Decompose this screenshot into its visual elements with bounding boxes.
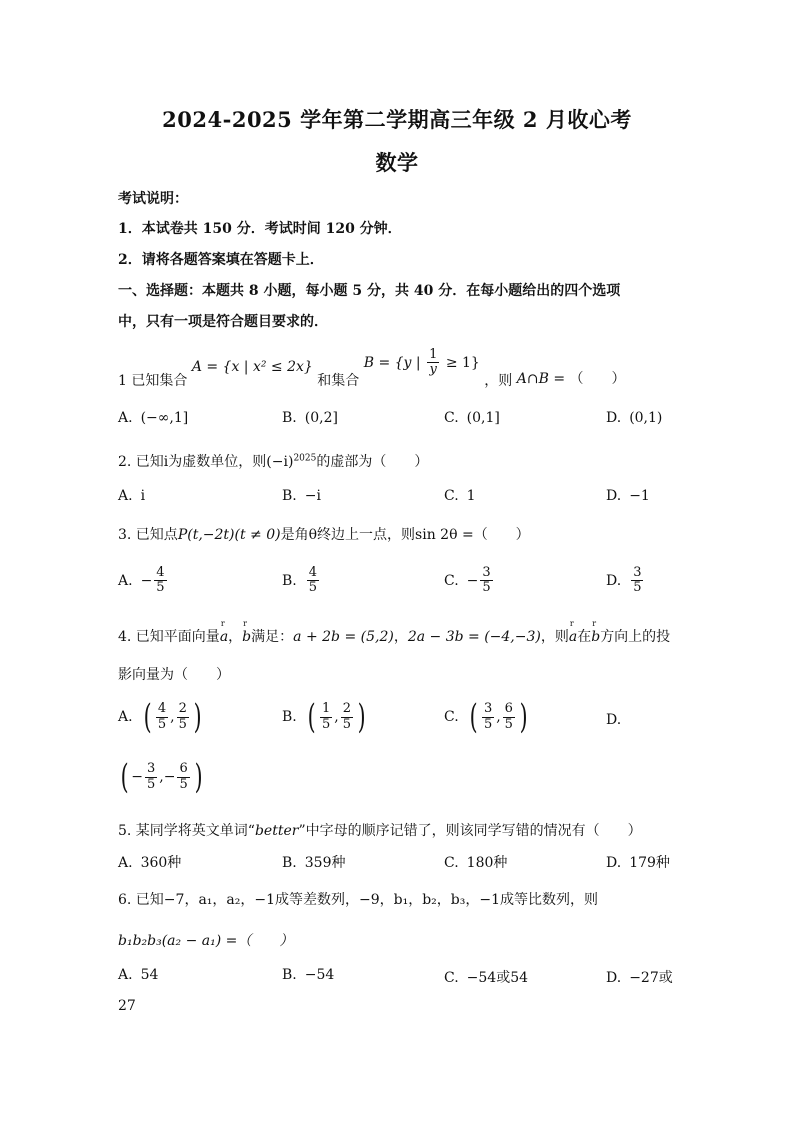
fraction-numerator: 3 [147,761,156,777]
q6-option-d [606,967,673,987]
fraction-numerator: 4 [157,701,167,717]
fraction-sign: − [163,769,176,785]
q1-set-b-fraction [427,348,439,378]
fraction-numerator: 6 [504,701,513,717]
option-text: (0,2] [304,410,338,426]
option-label: A. [118,709,133,725]
option-label: A. [118,410,133,426]
option-label: C. [444,488,459,504]
q1-set-b-right: ≥ 1} [445,354,480,371]
left-paren: ( [307,697,316,737]
fraction-numerator: 1 [322,701,331,717]
fraction-numerator: 4 [308,565,318,580]
q2-prefix: 2. 已知i为虚数单位，则 [118,454,267,470]
option-text: −1 [629,488,650,504]
left-paren: ( [120,757,129,797]
option-label: C. [444,970,459,986]
q1-option-b [282,410,338,426]
option-label: A. [118,488,133,504]
q3-option-d [606,566,645,596]
fraction-sign: − [131,769,143,785]
fraction-denominator: 5 [157,716,167,732]
q4-equation-2: 2a − 3b = (−4,−3) [407,629,541,645]
q6-option-b [282,967,334,983]
option-sign: − [140,572,153,589]
q1-option-a [118,410,188,426]
q1-set-a: A = {x | x² ≤ 2x} [191,358,313,375]
q4-vector-a-2: r a [569,629,577,645]
question-6-line2: b₁b₂b₃(a₂ − a₁) =（ ） [118,933,294,949]
q4-option-a: A. ( $\frac{4}{5}$ , $\frac{2}{5}$ ) [118,697,202,737]
fraction-numerator: 3 [633,565,642,580]
q1-frac-den: y [429,362,437,378]
q1-set-b [363,347,485,378]
fraction-denominator: 5 [322,716,331,732]
q4-then: ，则 [540,629,569,645]
option-text: (0,1] [466,410,500,426]
q2-option-b [282,488,321,504]
option-label: C. [444,572,459,589]
fraction-denominator: 5 [178,716,187,732]
fraction-denominator: 5 [482,580,491,596]
option-fraction [631,566,643,596]
q3-point: P(t,−2t)(t ≠ 0) [177,527,281,543]
fraction-denominator: 5 [179,776,188,792]
option-fraction [154,566,166,596]
instruction-item-2: 2．请将各题答案填在答题卡上． [118,252,324,268]
fraction-numerator: 2 [178,701,187,717]
option-fraction [177,702,189,732]
q3-mid: 是角θ终边上一点，则 [280,527,416,543]
q4-tail-2: 方向上的投 [600,629,671,645]
q4-comma-2: ， [393,629,408,645]
option-sign: − [466,572,479,589]
question-4-line2: 影向量为（ ） [118,667,230,683]
q4-equation-1: a + 2b = (5,2) [293,629,394,645]
q1-mid: 和集合 [317,372,360,389]
fraction-denominator: 5 [342,716,352,732]
q3-option-a [118,566,169,596]
option-label: D. [606,855,622,871]
option-text: (0,1) [629,410,663,426]
fraction-denominator: 5 [156,580,165,596]
question-6-line1: 6. 已知−7，a₁，a₂，−1成等差数列，−9，b₁，b₂，b₃，−1成等比数列，则 [118,892,598,908]
option-label: D. [606,488,622,504]
option-text: (−∞,1] [140,410,189,426]
q3-option-c [444,566,495,596]
fraction-denominator: 5 [483,716,493,732]
option-fraction [480,566,492,596]
option-label: C. [444,855,459,871]
right-paren: ) [357,697,366,737]
q5-option-b [282,852,345,872]
q2-suffix: 的虚部为（ ） [316,454,429,470]
option-text: 180种 [466,855,508,871]
q5-suffix: ”中字母的顺序记错了，则该同学写错的情况有（ ） [298,823,642,839]
q5-word: better [254,823,299,839]
q1-frac-num: 1 [429,347,438,362]
option-fraction [503,702,515,732]
question-4-line1 [118,626,670,646]
q4-option-d-label [606,712,629,728]
q3-blank: （ ） [473,527,530,543]
fraction-numerator: 2 [342,701,352,717]
option-label: C. [444,410,459,426]
option-label: A. [118,572,133,589]
option-fraction [307,566,319,596]
question-2 [118,451,428,471]
option-label: C. [444,709,459,725]
option-text: 54 [140,967,159,983]
q1-prefix: 1 已知集合 [118,372,188,389]
q1-expr: A∩B = [516,370,566,387]
option-text: −27或 [629,970,673,986]
option-fraction [341,702,353,732]
fraction-denominator: 5 [147,776,156,792]
q4-condition: 满足： [251,629,294,645]
q6-option-c [444,967,528,987]
question-3 [118,524,530,544]
exam-title: 2024-2025 学年第二学期高三年级 2 月收心考 [162,107,632,132]
q3-prefix: 3. 已知点 [118,527,178,543]
q3-expr: sin 2θ = [415,527,474,543]
option-label: B. [282,572,297,589]
q4-vector-b: r b [242,629,251,645]
fraction-denominator: 5 [633,580,642,596]
q2-option-c [444,488,476,504]
subject-title: 数学 [375,150,419,175]
instruction-item-1: 1．本试卷共 150 分．考试时间 120 分钟． [118,221,402,237]
option-fraction [145,762,157,792]
q5-option-a [118,852,181,872]
left-paren: ( [143,697,152,737]
option-text: −54 [304,967,335,983]
q4-option-b: B. ( $\frac{1}{5}$ , $\frac{2}{5}$ ) [282,697,366,737]
q5-option-d [606,852,670,872]
q1-option-c [444,410,500,426]
option-label: B. [282,967,297,983]
question-1 [118,347,626,389]
q6-option-a [118,967,158,983]
fraction-denominator: 5 [308,580,318,596]
q4-tail: 在 [577,629,592,645]
q4-option-d: ( − $\frac{3}{5}$ ,− $\frac{6}{5}$ ) [120,757,203,797]
fraction-numerator: 3 [482,565,491,580]
q4-prefix: 4. 已知平面向量 [118,629,220,645]
q2-option-a [118,488,145,504]
q4-vector-b-2: r b [591,629,600,645]
right-paren: ) [194,757,203,797]
option-label: D. [606,572,622,589]
fraction-denominator: 5 [504,716,513,732]
option-label: B. [282,410,297,426]
q3-option-b [282,566,321,596]
section-heading-line1: 一、选择题：本题共 8 小题，每小题 5 分，共 40 分．在每小题给出的四个选项 [118,283,621,299]
option-label: A. [118,967,133,983]
q6-option-d-wrap: 27 [118,998,136,1014]
right-paren: ) [193,697,202,737]
option-label: B. [282,488,297,504]
option-label: B. [282,709,297,725]
q4-vector-a: r a [220,629,228,645]
q4-comma: ， [228,629,243,645]
fraction-numerator: 4 [156,565,165,580]
option-fraction [482,702,494,732]
option-fraction [320,702,332,732]
section-heading-line2: 中，只有一项是符合题目要求的． [118,314,328,330]
q2-option-d [606,488,650,504]
q4-option-c: C. ( $\frac{3}{5}$ , $\frac{6}{5}$ ) [444,697,528,737]
option-label: D. [606,410,622,426]
q1-set-b-left: B = {y | [363,354,421,371]
option-text: 359种 [304,855,346,871]
left-paren: ( [469,697,478,737]
option-label: D. [606,712,622,728]
option-text: 1 [466,488,476,504]
q2-exponent: 2025 [293,453,317,464]
q5-option-c [444,852,507,872]
q1-suffix: ，则 [484,372,513,389]
instructions-heading: 考试说明： [118,191,188,207]
option-label: B. [282,855,297,871]
fraction-numerator: 6 [179,761,188,777]
option-text: −i [304,488,321,504]
option-text: 360种 [140,855,182,871]
option-text: 179种 [629,855,670,871]
fraction-numerator: 3 [483,701,493,717]
option-fraction [177,762,189,792]
option-label: A. [118,855,133,871]
q2-base: (−i) [266,454,294,470]
q1-option-d [606,410,662,426]
right-paren: ) [519,697,528,737]
option-text: −54或54 [466,970,529,986]
option-label: D. [606,970,622,986]
q1-blank: （ ） [569,370,626,387]
q5-prefix: 5. 某同学将英文单词“ [118,823,255,839]
question-5 [118,820,642,840]
option-text: i [140,488,146,504]
option-fraction [156,702,168,732]
